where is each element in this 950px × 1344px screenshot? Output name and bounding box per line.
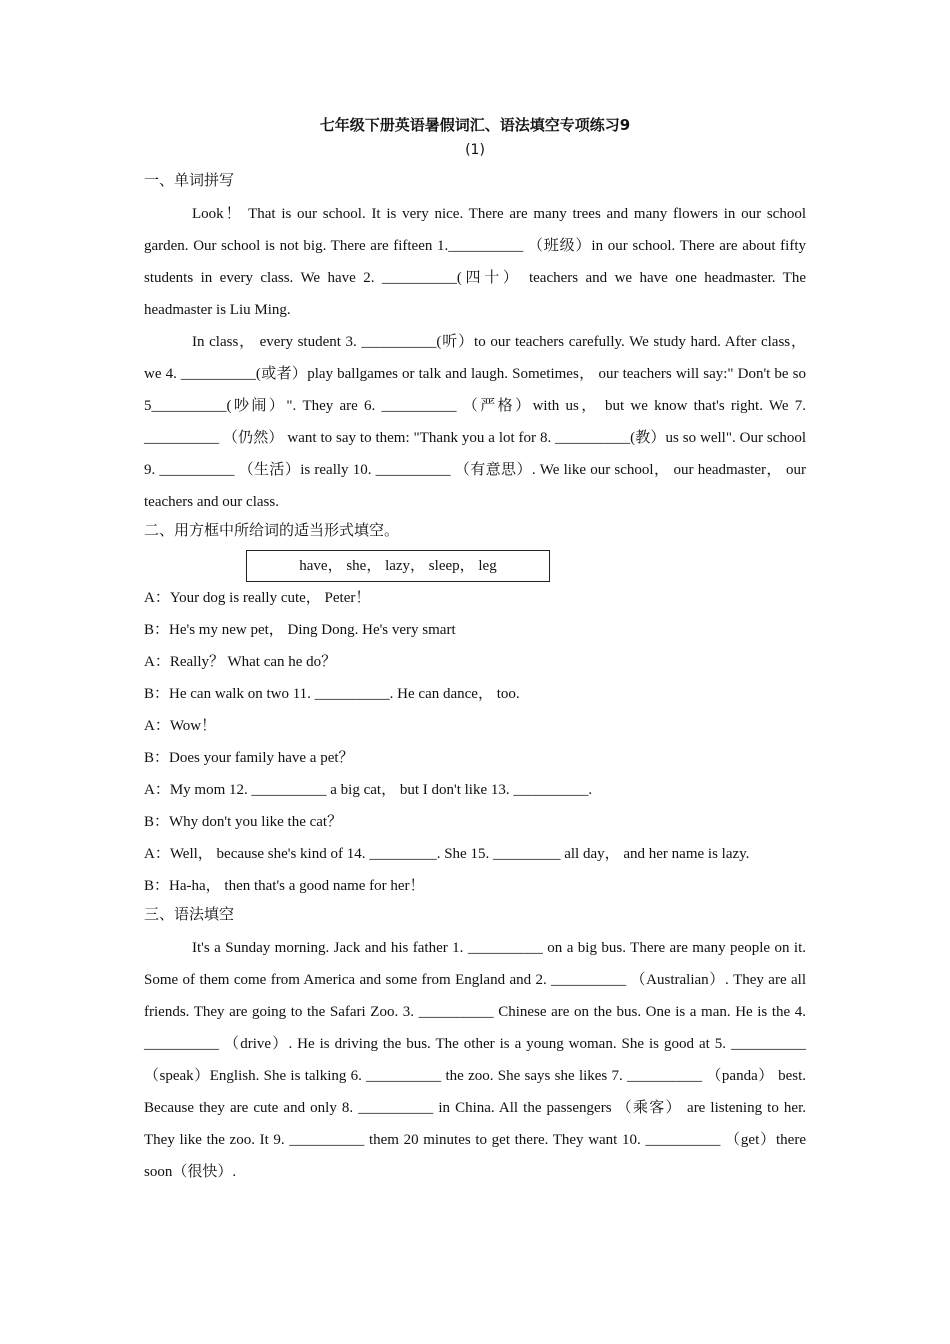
dialog-speaker: A： bbox=[144, 782, 170, 798]
word-box: have， she， lazy， sleep， leg bbox=[246, 550, 550, 582]
section3-heading: 三、语法填空 bbox=[144, 905, 235, 923]
section1-paragraph-1: Look！ That is our school. It is very nice. There are many trees and many flowers in our school garden. Our school is not big. There are fifteen 1.__________ （班级）in our school. There are about fifty students in every class. We have 2. __________(四十） teachers and we have one headmaster. The headmaster is Liu Ming. bbox=[144, 206, 806, 318]
dialog-line bbox=[144, 582, 806, 614]
dialog-line bbox=[144, 646, 806, 678]
dialog-text: Ha-ha， then that's a good name for her！ bbox=[169, 878, 425, 894]
dialog-speaker: B： bbox=[144, 622, 170, 638]
page-title: 七年级下册英语暑假词汇、语法填空专项练习9 bbox=[319, 116, 631, 134]
dialog-text: Does your family have a pet？ bbox=[169, 750, 354, 766]
dialog-speaker: A： bbox=[144, 718, 170, 734]
dialog-text: Your dog is really cute， Peter！ bbox=[169, 590, 371, 606]
dialog-speaker: B： bbox=[144, 814, 170, 830]
dialog-text: Really？ What can he do？ bbox=[169, 654, 337, 670]
dialog-text: Why don't you like the cat？ bbox=[169, 814, 343, 830]
worksheet-page bbox=[144, 112, 806, 1188]
page-subtitle: (1) bbox=[465, 142, 485, 158]
dialog-line bbox=[144, 774, 806, 806]
dialog-line bbox=[144, 710, 806, 742]
dialog-line bbox=[144, 678, 806, 710]
dialog-text: Wow！ bbox=[169, 718, 217, 734]
section-word-box-fill bbox=[144, 518, 806, 902]
section2-heading: 二、用方框中所给词的适当形式填空。 bbox=[144, 521, 400, 539]
dialog-text: My mom 12. __________ a big cat， but I don't like 13. __________. bbox=[169, 782, 593, 798]
section-word-spelling bbox=[144, 168, 806, 518]
dialog-speaker: A： bbox=[144, 846, 170, 862]
dialog-text: He's my new pet， Ding Dong. He's very smart bbox=[169, 622, 456, 638]
section1-paragraph-2: In class， every student 3. __________(听）to our teachers carefully. We study hard. After class， we 4. __________(或者）play ballgames or talk and laugh. Sometimes， our teachers will say:" Don't be so 5__________(吵闹）". They are 6. __________ （严格）with us， but we know that's right. We 7. __________ （仍然） want to say to them: "Thank you a lot for 8. __________(教）us so well". Our school 9. __________ （生活）is really 10. __________ （有意思）. We like our school， our headmaster， our teachers and our class. bbox=[144, 334, 806, 510]
dialog-speaker: A： bbox=[144, 590, 170, 606]
dialog-speaker: A： bbox=[144, 654, 170, 670]
section3-paragraph-1: It's a Sunday morning. Jack and his father 1. __________ on a big bus. There are many people on it. Some of them come from America and some from England and 2. __________ （Australian）. They are all friends. They are going to the Safari Zoo. 3. __________ Chinese are on the bus. One is a man. He is the 4. __________ （drive）. He is driving the bus. The other is a young woman. She is good at 5. __________ （speak）English. She is talking 6. __________ the zoo. She says she likes 7. __________ （panda） best. Because they are cute and only 8. __________ in China. All the passengers （乘客） are listening to her. They like the zoo. It 9. __________ them 20 minutes to get there. They want 10. __________ （get）there soon（很快）. bbox=[144, 940, 806, 1180]
dialog-line bbox=[144, 806, 806, 838]
dialog-line bbox=[144, 870, 806, 902]
dialog-text: Well， because she's kind of 14. _________. She 15. _________ all day， and her name is lazy. bbox=[169, 846, 750, 862]
section-grammar-fill bbox=[144, 902, 806, 1188]
section1-heading: 一、单词拼写 bbox=[144, 171, 235, 189]
dialog-speaker: B： bbox=[144, 750, 170, 766]
dialog-text: He can walk on two 11. __________. He can dance， too. bbox=[169, 686, 520, 702]
dialog-speaker: B： bbox=[144, 878, 170, 894]
dialog bbox=[144, 582, 806, 902]
dialog-speaker: B： bbox=[144, 686, 170, 702]
dialog-line bbox=[144, 742, 806, 774]
dialog-line bbox=[144, 614, 806, 646]
dialog-line bbox=[144, 838, 806, 870]
